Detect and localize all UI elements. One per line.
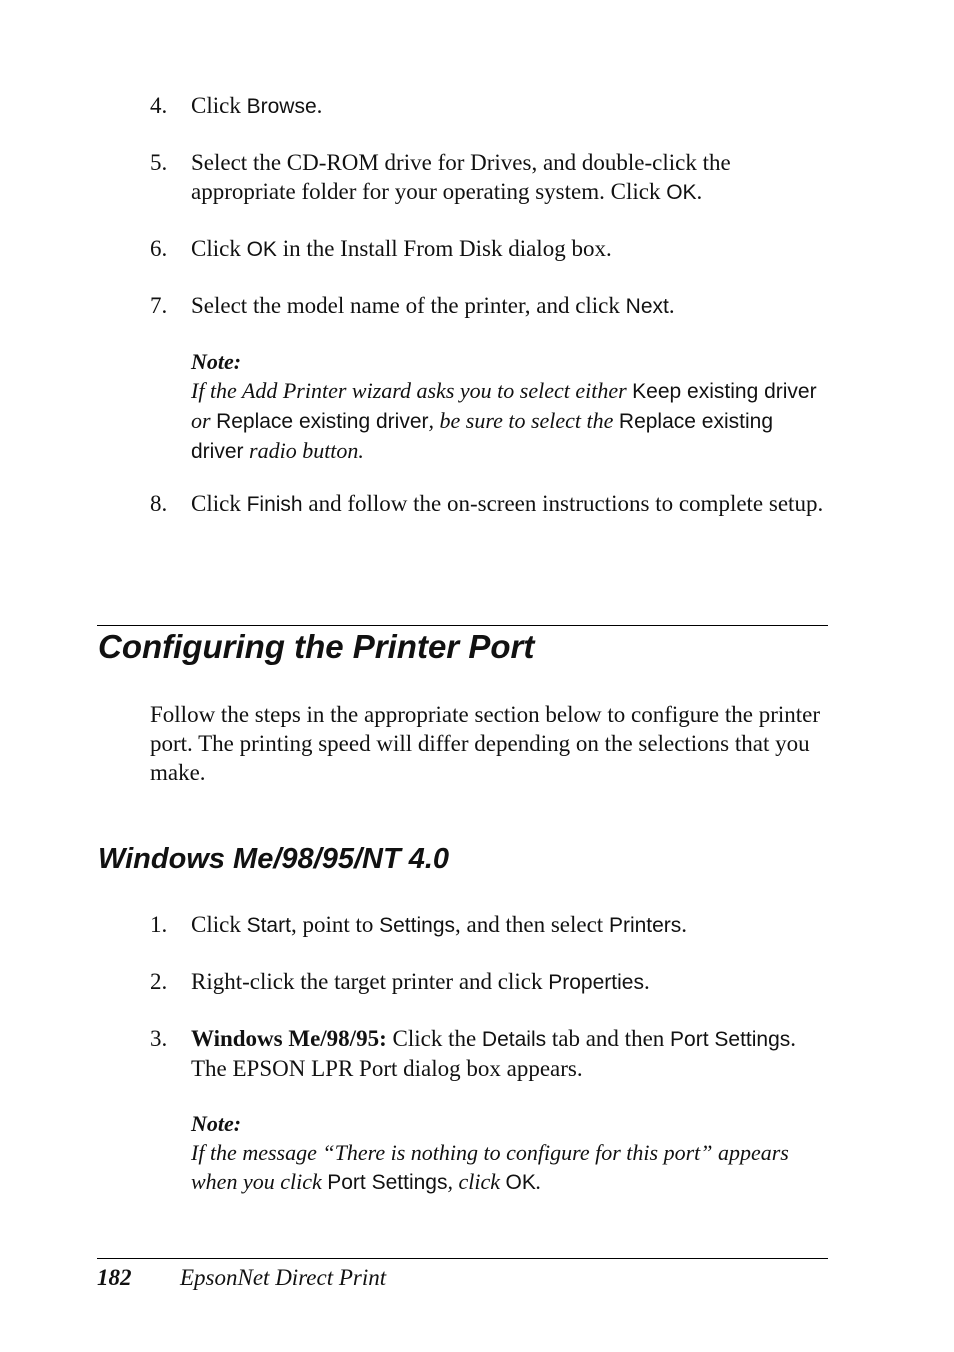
step-text: Windows Me/98/95: Click the Details tab and then Port Settings. The EPSON LPR Port dialog box appears. (191, 1026, 797, 1081)
step-text: Click Finish and follow the on-screen instructions to complete setup. (191, 491, 824, 516)
step-number: 2. (150, 969, 168, 994)
ui-term-ok: OK (246, 238, 277, 261)
step-number: 4. (150, 93, 168, 118)
step-5 (150, 148, 830, 207)
ui-term-port-settings: Port Settings (327, 1171, 448, 1194)
ui-term-replace-existing-driver: Replace existing driver (191, 410, 773, 463)
note-box (191, 1109, 831, 1197)
step-text: Right-click the target printer and click Properties. (191, 969, 650, 994)
ui-term-finish: Finish (246, 493, 303, 516)
footer-rule (97, 1258, 828, 1259)
ui-term-port-settings: Port Settings (670, 1028, 791, 1051)
section-intro: Follow the steps in the appropriate section below to configure the printer port. The printing speed will differ depending on the selections that you make. (150, 702, 821, 785)
ui-term-details: Details (481, 1028, 547, 1051)
step-4 (150, 91, 830, 121)
note-box (191, 347, 831, 466)
step-number: 5. (150, 150, 168, 175)
substep-2 (150, 967, 830, 997)
ui-term-next: Next (625, 295, 669, 318)
note-label: Note: (191, 1111, 242, 1136)
page-number: 182 (97, 1265, 132, 1290)
step-text: Click Start, point to Settings, and then select Printers. (191, 912, 688, 937)
step-number: 7. (150, 293, 168, 318)
step-lead: Windows Me/98/95: (191, 1026, 387, 1051)
step-8 (150, 489, 830, 519)
note-text: If the message “There is nothing to configure for this port” appears when you click Port Settings, click OK. (191, 1140, 789, 1194)
running-footer-title: EpsonNet Direct Print (180, 1265, 387, 1290)
step-6 (150, 234, 830, 264)
step-text: Click Browse. (191, 93, 323, 118)
ui-term-ok: OK (505, 1171, 536, 1194)
section-heading: Configuring the Printer Port (98, 628, 535, 665)
ui-term-settings: Settings (379, 914, 456, 937)
step-number: 1. (150, 912, 168, 937)
step-7 (150, 291, 830, 321)
step-text: Select the model name of the printer, and click Next. (191, 293, 675, 318)
substep-1 (150, 910, 830, 940)
step-number: 3. (150, 1026, 168, 1051)
note-label: Note: (191, 349, 242, 374)
subsection-heading: Windows Me/98/95/NT 4.0 (98, 843, 450, 875)
ui-term-browse: Browse (246, 95, 317, 118)
ui-term-keep-existing-driver: Keep existing driver (632, 380, 817, 403)
step-text: Click OK in the Install From Disk dialog box. (191, 236, 612, 261)
step-text: Select the CD-ROM drive for Drives, and double-click the appropriate folder for your operating system. Click OK. (191, 150, 731, 204)
substep-3 (150, 1024, 830, 1083)
ui-term-printers: Printers (608, 914, 682, 937)
ui-term-start: Start (246, 914, 291, 937)
ui-term-properties: Properties (548, 971, 644, 994)
ui-term-ok: OK (666, 181, 697, 204)
ui-term-replace-existing-driver: Replace existing driver (216, 410, 429, 433)
step-number: 8. (150, 491, 168, 516)
note-text: If the Add Printer wizard asks you to select either Keep existing driver or Replace existing driver, be sure to select the Replace existing driver radio button. (191, 378, 817, 463)
step-number: 6. (150, 236, 168, 261)
